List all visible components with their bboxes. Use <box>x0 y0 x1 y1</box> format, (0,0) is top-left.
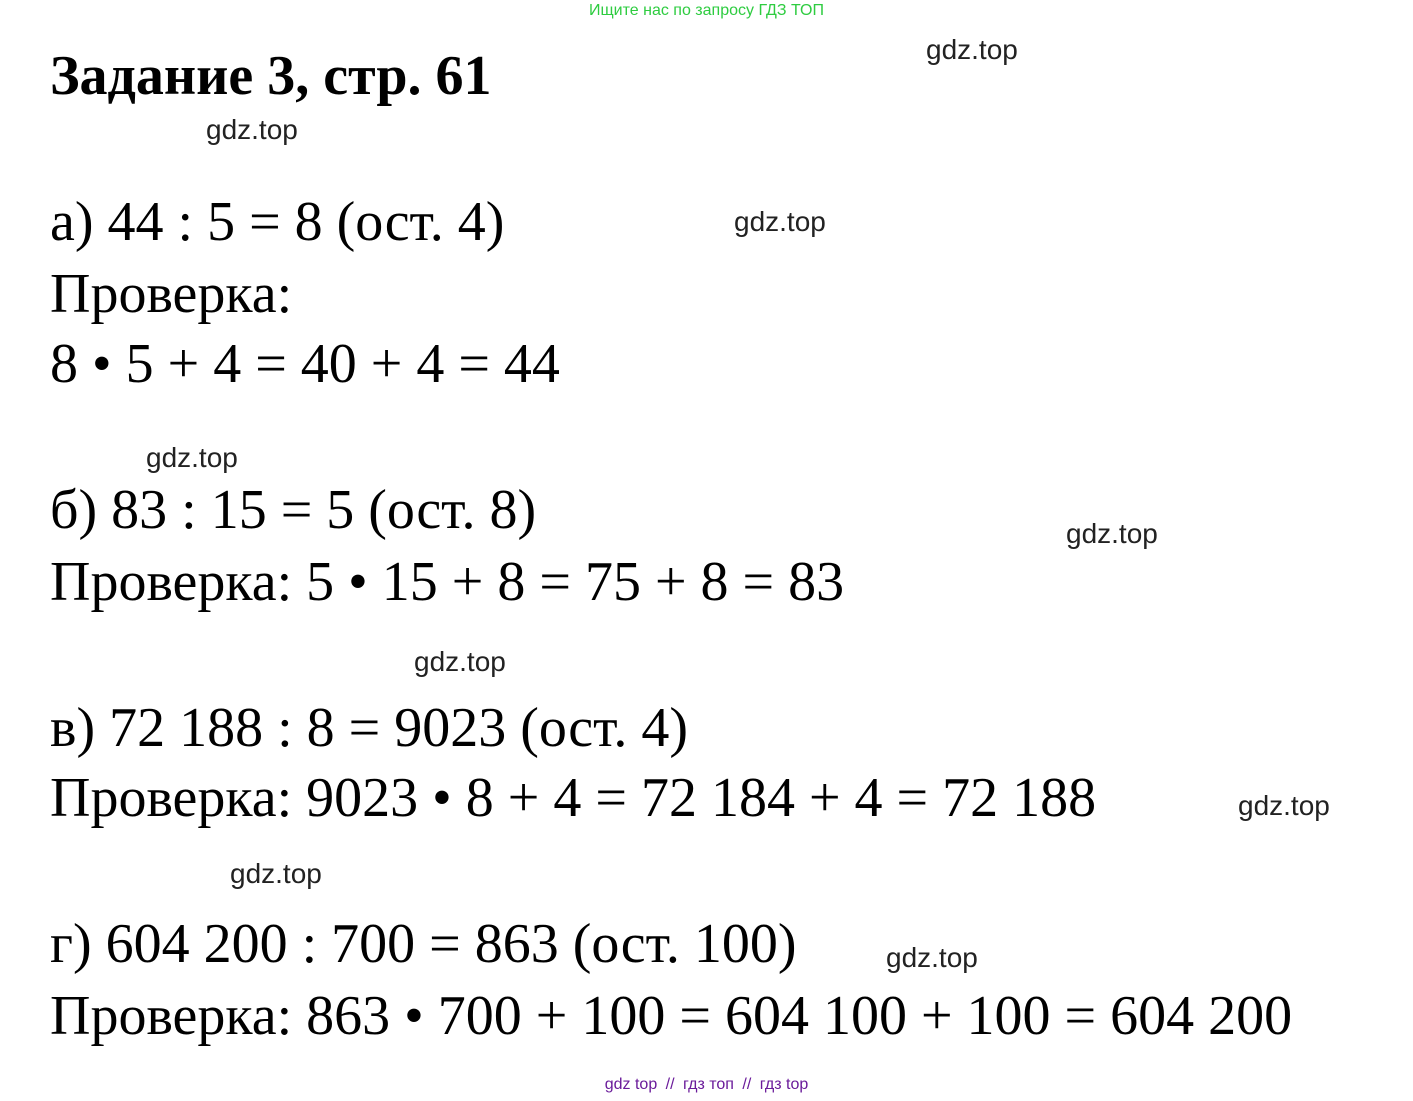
footer-links <box>0 1076 1413 1094</box>
part-v-equation: в) 72 188 : 8 = 9023 (ост. 4) <box>50 697 689 759</box>
page-title: Задание 3, стр. 61 <box>50 45 492 107</box>
part-g-equation: г) 604 200 : 700 = 863 (ост. 100) <box>50 913 797 975</box>
watermark: gdz.top <box>886 942 978 973</box>
footer-separator: // <box>742 1076 752 1093</box>
footer-separator: // <box>665 1076 675 1093</box>
part-a-equation: а) 44 : 5 = 8 (ост. 4) <box>50 191 505 253</box>
watermark: gdz.top <box>230 858 322 889</box>
footer-link-gdz-top-ru[interactable]: гдз топ <box>683 1076 734 1093</box>
watermark: gdz.top <box>734 206 826 237</box>
footer-link-gdz-top-mixed[interactable]: гдз top <box>759 1076 809 1093</box>
watermark: gdz.top <box>146 442 238 473</box>
search-banner: Ищите нас по запросу ГДЗ ТОП <box>589 2 824 19</box>
part-b-equation: б) 83 : 15 = 5 (ост. 8) <box>50 479 537 541</box>
watermark: gdz.top <box>206 114 298 145</box>
watermark: gdz.top <box>1066 518 1158 549</box>
part-b-check: Проверка: 5 • 15 + 8 = 75 + 8 = 83 <box>50 551 845 613</box>
part-a-check-label: Проверка: <box>50 263 293 325</box>
part-g-check: Проверка: 863 • 700 + 100 = 604 100 + 100 = 604 200 <box>50 985 1293 1047</box>
watermark: gdz.top <box>926 34 1018 65</box>
part-v-check: Проверка: 9023 • 8 + 4 = 72 184 + 4 = 72 188 <box>50 767 1097 829</box>
footer-link-gdz-top[interactable]: gdz top <box>604 1076 658 1093</box>
watermark: gdz.top <box>414 646 506 677</box>
watermark: gdz.top <box>1238 790 1330 821</box>
part-a-check: 8 • 5 + 4 = 40 + 4 = 44 <box>50 333 560 395</box>
